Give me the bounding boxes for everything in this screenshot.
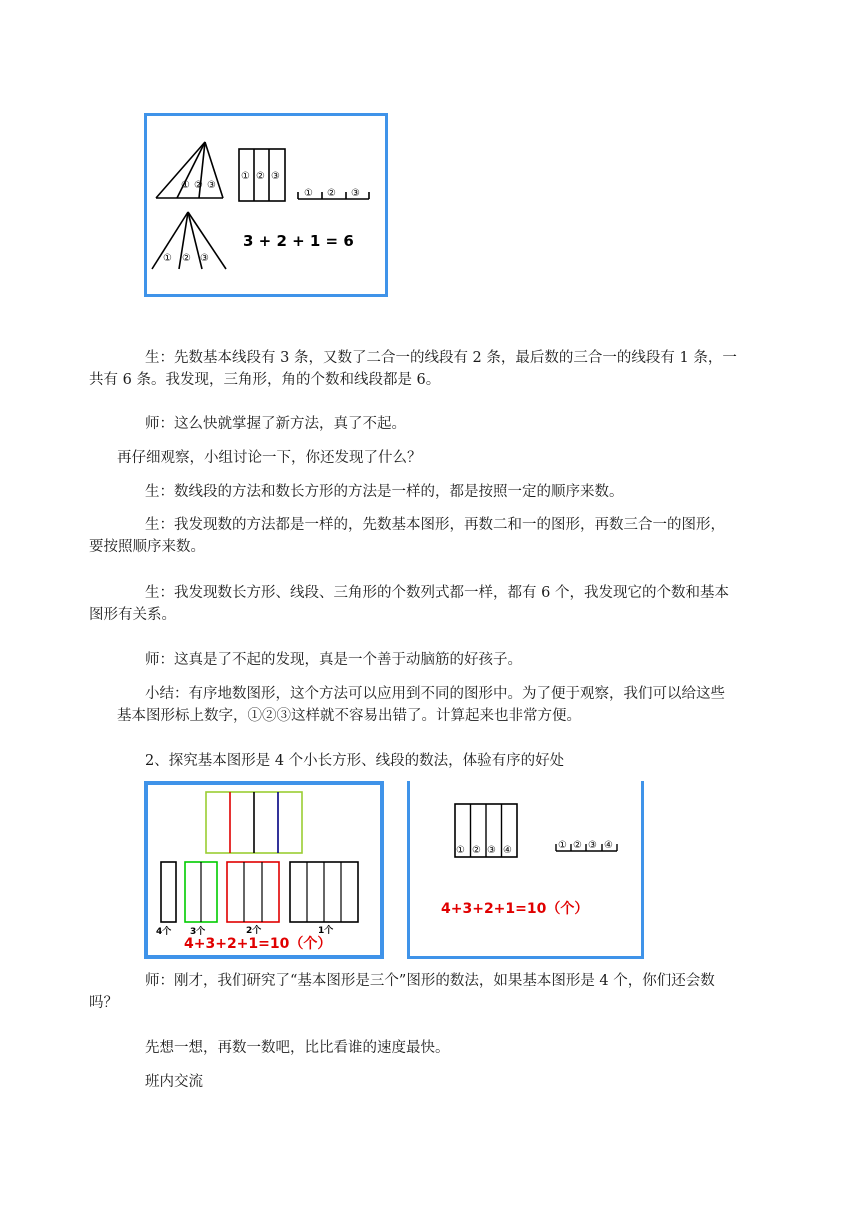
fig1-rect-label-3: ③	[271, 171, 280, 182]
fig1-seg-label-2: ②	[327, 188, 336, 199]
paragraph-exchange	[117, 1071, 747, 1093]
p8-line1: 小结：有序地数图形，这个方法可以应用到不同的图形中。为了便于观察，我们可以给这些	[145, 686, 725, 702]
p5-line2: 要按照顺序来数。	[89, 539, 205, 555]
fig1-seg-label-1: ①	[304, 188, 313, 199]
p11-line1: 先想一想，再数一数吧，比比看谁的速度最快。	[145, 1040, 450, 1056]
fig3-equation: 4+3+2+1=10（个）	[441, 901, 589, 917]
fig3-rect-label-4: ④	[503, 845, 512, 856]
fig3-seg-label-2: ②	[573, 840, 582, 851]
paragraph-summary	[117, 683, 747, 727]
p1-line2: 共有 6 条。我发现，三角形，角的个数和线段都是 6。	[89, 372, 441, 388]
p12-line1: 班内交流	[145, 1074, 203, 1090]
fig3-seg-label-3: ③	[588, 840, 597, 851]
paragraph-student-1	[89, 347, 747, 391]
fig3-rect-label-3: ③	[487, 845, 496, 856]
fig3-seg-label-4: ④	[604, 840, 613, 851]
fig1-tri-label-1: ①	[181, 180, 190, 191]
paragraph-student-4	[89, 582, 747, 626]
p8-line2: 基本图形标上数字，①②③这样就不容易出错了。计算起来也非常方便。	[117, 708, 581, 724]
paragraph-teacher-3	[89, 970, 747, 1014]
p2-line1: 师：这么快就掌握了新方法，真了不起。	[145, 416, 406, 432]
paragraph-teacher-1	[117, 413, 747, 435]
fig2-count-3: 3个	[190, 927, 206, 937]
fig1-angle-label-1: ①	[163, 253, 172, 264]
figure-rectangles-four	[144, 781, 384, 959]
figure-count-shapes-three	[144, 113, 388, 297]
p6-line2: 图形有关系。	[89, 607, 176, 623]
paragraph-prompt	[117, 447, 747, 469]
paragraph-teacher-2	[117, 649, 747, 671]
fig1-tri-label-3: ③	[207, 180, 216, 191]
paragraph-student-2	[117, 481, 747, 503]
p4-line1: 生：数线段的方法和数长方形的方法是一样的，都是按照一定的顺序来数。	[145, 484, 624, 500]
fig1-seg-label-3: ③	[351, 188, 360, 199]
figure3-drawing	[410, 781, 641, 956]
paragraph-think	[117, 1037, 747, 1059]
figure2-drawing	[148, 785, 380, 955]
fig3-rect-label-2: ②	[472, 845, 481, 856]
p1-line1: 生：先数基本线段有 3 条，又数了二合一的线段有 2 条，最后数的三合一的线段有 1 条，一	[145, 350, 737, 366]
figure1-drawing	[147, 116, 385, 294]
fig1-rect-label-1: ①	[241, 171, 250, 182]
p6-line1: 生：我发现数长方形、线段、三角形的个数列式都一样，都有 6 个，我发现它的个数和基本	[145, 585, 729, 601]
fig1-angle-label-2: ②	[182, 253, 191, 264]
p9-line1: 2、探究基本图形是 4 个小长方形、线段的数法，体验有序的好处	[145, 753, 565, 769]
p10-line1: 师：刚才，我们研究了“基本图形是三个”图形的数法，如果基本图形是 4 个，你们还会数	[145, 973, 715, 989]
section-heading-2	[117, 750, 747, 772]
p10-line2: 吗？	[89, 995, 118, 1011]
fig2-equation: 4+3+2+1=10（个）	[184, 936, 332, 952]
fig2-count-4: 4个	[156, 927, 172, 937]
paragraph-student-3	[89, 514, 747, 558]
p7-line1: 师：这真是了不起的发现，真是一个善于动脑筋的好孩子。	[145, 652, 522, 668]
fig3-rect-label-1: ①	[456, 845, 465, 856]
fig1-rect-label-2: ②	[256, 171, 265, 182]
fig1-tri-label-2: ②	[194, 180, 203, 191]
fig2-count-1: 1个	[318, 926, 334, 936]
fig3-seg-label-1: ①	[558, 840, 567, 851]
p5-line1: 生：我发现数的方法都是一样的，先数基本图形，再数二和一的图形，再数三合一的图形，	[145, 517, 725, 533]
fig1-equation: 3 + 2 + 1 = 6	[243, 232, 354, 250]
p3-line1: 再仔细观察，小组讨论一下，你还发现了什么？	[117, 450, 422, 466]
fig2-count-2: 2个	[246, 926, 262, 936]
figure-rect-segment-four	[407, 781, 644, 959]
fig1-angle-label-3: ③	[200, 253, 209, 264]
